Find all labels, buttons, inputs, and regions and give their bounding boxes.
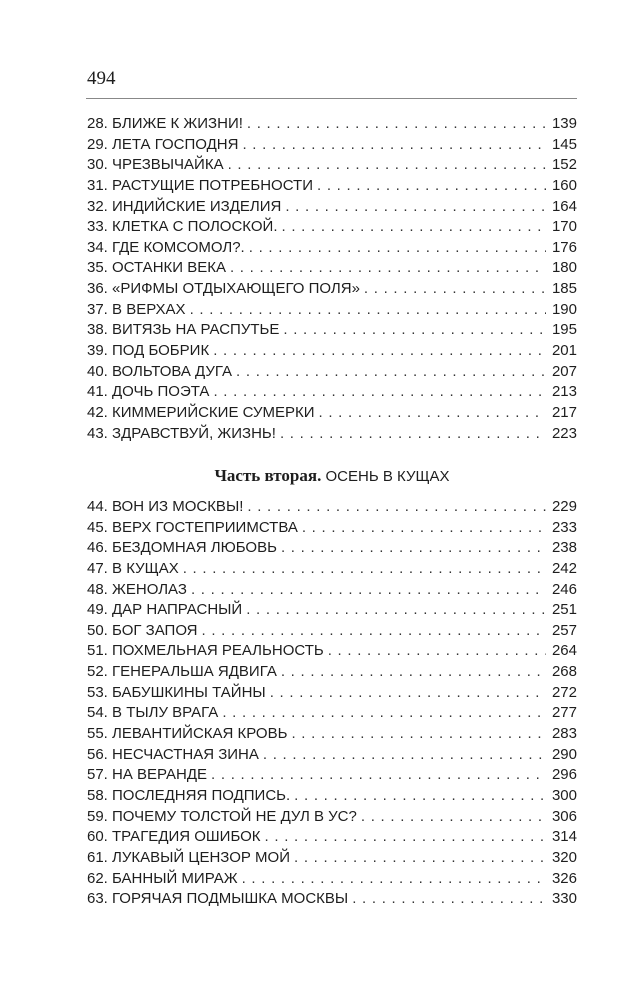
toc-entry bbox=[87, 683, 577, 704]
entry-title: 56. НЕСЧАСТНАЯ ЗИНА bbox=[87, 745, 259, 763]
part-label: Часть вторая. bbox=[214, 466, 322, 485]
entry-title: 33. КЛЕТКА С ПОЛОСКОЙ. bbox=[87, 218, 278, 236]
part-title: ОСЕНЬ В КУЩАХ bbox=[325, 468, 450, 485]
entry-title: 46. БЕЗДОМНАЯ ЛЮБОВЬ bbox=[87, 539, 277, 557]
dot-leader bbox=[319, 403, 546, 424]
entry-title: 54. В ТЫЛУ ВРАГА bbox=[87, 704, 219, 722]
entry-title: 62. БАННЫЙ МИРАЖ bbox=[87, 869, 238, 887]
dot-leader bbox=[213, 341, 546, 362]
entry-page: 207 bbox=[551, 362, 577, 380]
toc-entry bbox=[87, 403, 577, 424]
toc-entry bbox=[87, 217, 577, 238]
dot-leader bbox=[361, 807, 546, 828]
dot-leader bbox=[280, 424, 546, 445]
dot-leader bbox=[230, 258, 546, 279]
entry-page: 176 bbox=[551, 238, 577, 256]
dot-leader bbox=[222, 703, 546, 724]
entry-page: 160 bbox=[551, 176, 577, 194]
entry-title: 42. КИММЕРИЙСКИЕ СУМЕРКИ bbox=[87, 403, 315, 421]
toc-entry bbox=[87, 827, 577, 848]
entry-title: 28. БЛИЖЕ К ЖИЗНИ! bbox=[87, 115, 243, 132]
entry-title: 29. ЛЕТА ГОСПОДНЯ bbox=[87, 135, 239, 153]
entry-title: 52. ГЕНЕРАЛЬША ЯДВИГА bbox=[87, 663, 277, 681]
dot-leader bbox=[249, 238, 546, 259]
entry-page: 229 bbox=[551, 498, 577, 515]
entry-page: 164 bbox=[551, 197, 577, 215]
dot-leader bbox=[191, 580, 546, 601]
entry-page: 314 bbox=[551, 828, 577, 846]
toc-entry bbox=[87, 600, 577, 621]
toc-entry bbox=[87, 745, 577, 766]
toc-entry bbox=[87, 424, 577, 445]
toc-entry bbox=[87, 889, 577, 910]
entry-page: 238 bbox=[551, 539, 577, 557]
toc-entry bbox=[87, 114, 577, 135]
entry-title: 44. ВОН ИЗ МОСКВЫ! bbox=[87, 498, 244, 515]
entry-page: 268 bbox=[551, 663, 577, 681]
entry-page: 242 bbox=[551, 559, 577, 577]
dot-leader bbox=[228, 155, 546, 176]
dot-leader bbox=[213, 382, 546, 403]
entry-page: 296 bbox=[551, 766, 577, 784]
toc-entry bbox=[87, 258, 577, 279]
entry-title: 37. В ВЕРХАХ bbox=[87, 300, 186, 318]
entry-title: 43. ЗДРАВСТВУЙ, ЖИЗНЬ! bbox=[87, 424, 276, 442]
entry-page: 201 bbox=[551, 342, 577, 360]
entry-page: 139 bbox=[551, 115, 577, 132]
entry-page: 145 bbox=[551, 135, 577, 153]
dot-leader bbox=[242, 135, 546, 156]
entry-page: 306 bbox=[551, 807, 577, 825]
toc-entry bbox=[87, 300, 577, 321]
entry-title: 32. ИНДИЙСКИЕ ИЗДЕЛИЯ bbox=[87, 197, 282, 215]
dot-leader bbox=[328, 641, 546, 662]
entry-page: 213 bbox=[551, 383, 577, 401]
entry-page: 290 bbox=[551, 745, 577, 763]
entry-page: 152 bbox=[551, 156, 577, 174]
entry-page: 300 bbox=[551, 786, 577, 804]
toc-entry bbox=[87, 238, 577, 259]
entry-page: 246 bbox=[551, 580, 577, 598]
toc-entry bbox=[87, 362, 577, 383]
entry-title: 30. ЧРЕЗВЫЧАЙКА bbox=[87, 156, 224, 174]
dot-leader bbox=[247, 114, 546, 135]
entry-page: 257 bbox=[551, 621, 577, 639]
entry-title: 53. БАБУШКИНЫ ТАЙНЫ bbox=[87, 683, 266, 701]
toc-part-one bbox=[87, 114, 577, 444]
dot-leader bbox=[242, 869, 546, 890]
toc-entry bbox=[87, 621, 577, 642]
entry-title: 51. ПОХМЕЛЬНАЯ РЕАЛЬНОСТЬ bbox=[87, 642, 324, 660]
entry-page: 185 bbox=[551, 280, 577, 298]
entry-title: 50. БОГ ЗАПОЯ bbox=[87, 621, 198, 639]
dot-leader bbox=[263, 745, 546, 766]
entry-page: 233 bbox=[551, 518, 577, 536]
entry-title: 48. ЖЕНОЛАЗ bbox=[87, 580, 187, 598]
header-rule bbox=[86, 98, 577, 99]
entry-page: 326 bbox=[551, 869, 577, 887]
toc-entry bbox=[87, 155, 577, 176]
dot-leader bbox=[211, 765, 546, 786]
toc-entry bbox=[87, 724, 577, 745]
entry-page: 217 bbox=[551, 403, 577, 421]
dot-leader bbox=[302, 518, 546, 539]
dot-leader bbox=[190, 300, 546, 321]
dot-leader bbox=[294, 848, 546, 869]
toc-entry bbox=[87, 382, 577, 403]
entry-title: 35. ОСТАНКИ ВЕКА bbox=[87, 259, 226, 277]
entry-page: 320 bbox=[551, 848, 577, 866]
entry-title: 59. ПОЧЕМУ ТОЛСТОЙ НЕ ДУЛ В УС? bbox=[87, 807, 357, 825]
entry-title: 38. ВИТЯЗЬ НА РАСПУТЬЕ bbox=[87, 321, 280, 339]
toc-entry bbox=[87, 341, 577, 362]
toc-entry bbox=[87, 538, 577, 559]
entry-title: 60. ТРАГЕДИЯ ОШИБОК bbox=[87, 828, 261, 846]
entry-title: 41. ДОЧЬ ПОЭТА bbox=[87, 383, 210, 401]
dot-leader bbox=[283, 320, 546, 341]
entry-page: 277 bbox=[551, 704, 577, 722]
entry-title: 31. РАСТУЩИЕ ПОТРЕБНОСТИ bbox=[87, 176, 313, 194]
toc-entry bbox=[87, 197, 577, 218]
dot-leader bbox=[291, 724, 546, 745]
toc-entry bbox=[87, 176, 577, 197]
entry-title: 63. ГОРЯЧАЯ ПОДМЫШКА МОСКВЫ bbox=[87, 890, 349, 908]
toc-part-two bbox=[87, 497, 577, 910]
toc-entry bbox=[87, 869, 577, 890]
entry-title: 45. ВЕРХ ГОСТЕПРИИМСТВА bbox=[87, 518, 298, 536]
dot-leader bbox=[282, 217, 546, 238]
entry-page: 264 bbox=[551, 642, 577, 660]
entry-page: 251 bbox=[551, 601, 577, 619]
entry-title: 49. ДАР НАПРАСНЫЙ bbox=[87, 601, 243, 619]
entry-title: 40. ВОЛЬТОВА ДУГА bbox=[87, 362, 233, 380]
dot-leader bbox=[265, 827, 546, 848]
part-heading bbox=[87, 466, 577, 486]
dot-leader bbox=[183, 559, 546, 580]
toc-entry bbox=[87, 497, 577, 518]
entry-title: 34. ГДЕ КОМСОМОЛ?. bbox=[87, 238, 245, 256]
entry-page: 223 bbox=[551, 424, 577, 442]
dot-leader bbox=[202, 621, 546, 642]
dot-leader bbox=[352, 889, 546, 910]
toc-entry bbox=[87, 518, 577, 539]
dot-leader bbox=[317, 176, 546, 197]
entry-title: 36. «РИФМЫ ОТДЫХАЮЩЕГО ПОЛЯ» bbox=[87, 280, 360, 298]
dot-leader bbox=[285, 197, 546, 218]
entry-page: 330 bbox=[551, 890, 577, 908]
toc-entry bbox=[87, 559, 577, 580]
toc-entry bbox=[87, 848, 577, 869]
toc-entry bbox=[87, 786, 577, 807]
toc-entry bbox=[87, 703, 577, 724]
dot-leader bbox=[236, 362, 546, 383]
entry-title: 57. НА ВЕРАНДЕ bbox=[87, 766, 208, 784]
toc-entry bbox=[87, 580, 577, 601]
entry-page: 180 bbox=[551, 259, 577, 277]
toc-entry bbox=[87, 135, 577, 156]
entry-title: 47. В КУЩАХ bbox=[87, 559, 179, 577]
entry-title: 58. ПОСЛЕДНЯЯ ПОДПИСЬ. bbox=[87, 786, 291, 804]
dot-leader bbox=[247, 497, 546, 518]
toc-entry bbox=[87, 320, 577, 341]
entry-title: 55. ЛЕВАНТИЙСКАЯ КРОВЬ bbox=[87, 725, 288, 743]
toc-entry bbox=[87, 807, 577, 828]
entry-title: 61. ЛУКАВЫЙ ЦЕНЗОР МОЙ bbox=[87, 848, 290, 866]
entry-page: 190 bbox=[551, 300, 577, 318]
dot-leader bbox=[246, 600, 546, 621]
dot-leader bbox=[364, 279, 546, 300]
dot-leader bbox=[294, 786, 546, 807]
toc-entry bbox=[87, 279, 577, 300]
entry-page: 283 bbox=[551, 725, 577, 743]
toc-entry bbox=[87, 765, 577, 786]
toc-entry bbox=[87, 662, 577, 683]
entry-page: 195 bbox=[551, 321, 577, 339]
entry-title: 39. ПОД БОБРИК bbox=[87, 342, 210, 360]
entry-page: 272 bbox=[551, 683, 577, 701]
dot-leader bbox=[281, 662, 546, 683]
dot-leader bbox=[281, 538, 546, 559]
page-number: 494 bbox=[87, 68, 116, 89]
entry-page: 170 bbox=[551, 218, 577, 236]
dot-leader bbox=[270, 683, 546, 704]
toc-entry bbox=[87, 641, 577, 662]
